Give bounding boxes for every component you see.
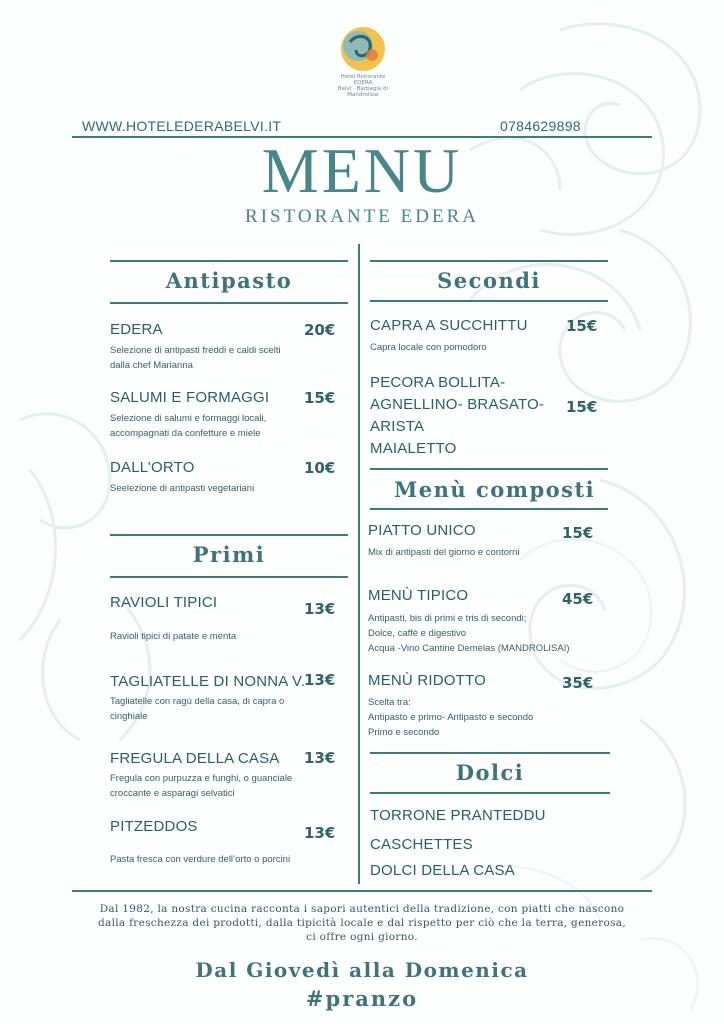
composti-rule-bottom xyxy=(370,508,608,510)
composti-item-name: MENÙ RIDOTTO xyxy=(368,672,486,689)
logo-line-1: Hotel Ristorante xyxy=(340,74,386,80)
restaurant-subtitle: RISTORANTE EDERA xyxy=(245,206,479,227)
primi-item-price: 13€ xyxy=(304,600,336,618)
primi-item-desc: Tagliatelle con ragù della casa, di capra o cinghiale xyxy=(110,696,285,722)
composti-item-price: 45€ xyxy=(562,590,594,608)
primi-item-desc: Ravioli tipici di patate e menta xyxy=(110,631,237,642)
primi-item-name: TAGLIATELLE DI NONNA V. xyxy=(110,673,306,690)
secondi-item-name: PECORA BOLLITA- AGNELLINO- BRASATO- ARISTA MAIALETTO xyxy=(370,374,545,457)
antipasto-item-name: EDERA xyxy=(110,321,163,338)
antipasto-item-desc: Selezione di antipasti freddi e caldi scelti dalla chef Marianna xyxy=(110,345,281,371)
antipasto-rule-top xyxy=(110,260,348,262)
ivy-logo-icon xyxy=(328,22,398,74)
secondi-item-price: 15€ xyxy=(566,317,598,335)
primi-item-desc: Fregula con purpuzza e funghi, o guanciale croccante e asparagi selvatici xyxy=(110,773,293,799)
secondi-item-name: CAPRA A SUCCHITTU xyxy=(370,317,528,334)
website-link[interactable]: WWW.HOTELEDERABELVI.IT xyxy=(82,118,282,134)
logo-caption xyxy=(328,74,398,98)
primi-item-name: FREGULA DELLA CASA xyxy=(110,750,280,767)
secondi-item-desc: Capra locale con pomodoro xyxy=(370,342,487,353)
primi-item-price: 13€ xyxy=(304,749,336,767)
menu-title: MENU xyxy=(261,135,463,206)
dolci-item: TORRONE PRANTEDDU xyxy=(370,807,546,824)
composti-item-desc: Scelta tra: Antipasto e primo- Antipasto e secondo Primo e secondo xyxy=(368,697,534,738)
dolci-rule-bottom xyxy=(370,792,610,794)
logo-line-2: EDERA xyxy=(353,80,373,86)
column-divider xyxy=(358,244,360,884)
composti-item-name: MENÙ TIPICO xyxy=(368,587,469,604)
antipasto-item-price: 20€ xyxy=(304,321,336,339)
secondi-heading: Secondi xyxy=(437,268,541,293)
hotel-logo xyxy=(328,22,398,98)
primi-item-name: PITZEDDOS xyxy=(110,818,198,835)
composti-heading: Menù composti xyxy=(394,477,596,502)
composti-item-price: 35€ xyxy=(562,674,594,692)
secondi-item-price: 15€ xyxy=(566,398,598,416)
primi-item-price: 13€ xyxy=(304,824,336,842)
primi-rule-bottom xyxy=(110,576,348,578)
opening-days: Dal Giovedì alla Domenica xyxy=(195,958,529,982)
lunch-hashtag: #pranzo xyxy=(305,986,419,1011)
primi-item-price: 13€ xyxy=(304,671,336,689)
antipasto-item-price: 15€ xyxy=(304,389,336,407)
primi-item-desc: Pasta fresca con verdure dell’orto o porcini xyxy=(110,854,291,865)
phone-number[interactable]: 0784629898 xyxy=(500,118,581,134)
antipasto-rule-bottom xyxy=(110,302,348,304)
composti-item-price: 15€ xyxy=(562,524,594,542)
footer-description: Dal 1982, la nostra cucina racconta i sapori autentici della tradizione, con piatti che nascono dalla freschezza dei prodotti, dalla tipicità locale e dal rispetto per ciò che la terra, generosa, ci offre ogni giorno. xyxy=(98,903,626,943)
primi-item-name: RAVIOLI TIPICI xyxy=(110,594,218,611)
antipasto-item-price: 10€ xyxy=(304,459,336,477)
footer-divider xyxy=(72,890,652,892)
primi-heading: Primi xyxy=(192,542,266,567)
dolci-item: CASCHETTES xyxy=(370,836,473,853)
logo-line-3: Belvì · Barbagia di Mandrolisai xyxy=(337,86,389,98)
composti-item-desc: Antipasti, bis di primi e tris di secondi; Dolce, caffè e digestivo Acqua -Vino Cantine Demelas (MANDROLISAI) xyxy=(368,613,570,654)
secondi-rule-bottom xyxy=(370,300,608,302)
antipasto-item-desc: Selezione di salumi e formaggi locali, accompagnati da confetture e miele xyxy=(110,413,267,439)
dolci-heading: Dolci xyxy=(455,760,525,785)
composti-rule-top xyxy=(370,468,608,470)
composti-item-name: PIATTO UNICO xyxy=(368,522,476,539)
dolci-item: DOLCI DELLA CASA xyxy=(370,862,515,879)
primi-rule-top xyxy=(110,534,348,536)
antipasto-heading: Antipasto xyxy=(165,268,293,293)
dolci-rule-top xyxy=(370,752,610,754)
antipasto-item-name: SALUMI E FORMAGGI xyxy=(110,389,270,406)
antipasto-item-name: DALL’ORTO xyxy=(110,459,195,476)
composti-item-desc: Mix di antipasti del giorno e contorni xyxy=(368,547,520,558)
antipasto-item-desc: Seelezione di antipasti vegetariani xyxy=(110,483,255,494)
secondi-rule-top xyxy=(370,260,608,262)
